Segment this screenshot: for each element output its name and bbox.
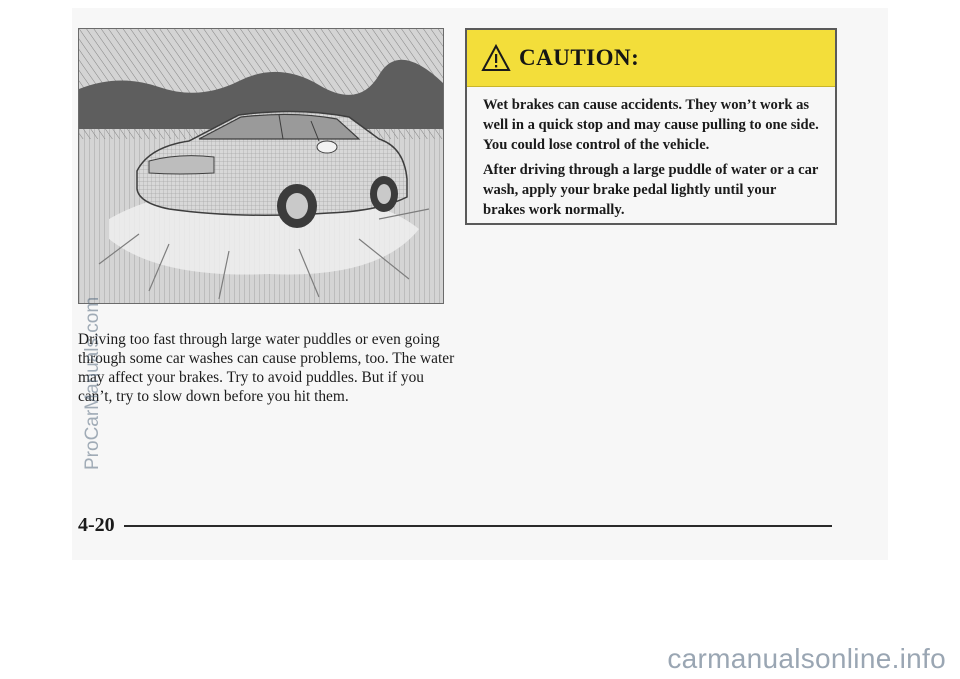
car-splashing-puddle-illustration (78, 28, 444, 304)
caution-header (467, 30, 835, 87)
caution-title: CAUTION: (519, 45, 640, 70)
footer-rule (124, 525, 832, 527)
page-number: 4-20 (78, 514, 115, 536)
car-illustration-svg (79, 29, 443, 303)
puddle-warning-text: Driving too fast through large water puddles or even going through some car washes can cause problems, too. The water may affect your brakes. Try to avoid puddles. But if you can’t, try to slow down before you hit them. (78, 331, 455, 405)
caution-paragraph-1: Wet brakes can cause accidents. They won’t work as well in a quick stop and may cause pulling to one side. You could lose control of the vehicle. (483, 97, 819, 153)
caution-paragraph-2: After driving through a large puddle of water or a car wash, apply your brake pedal lightly until your brakes work normally. (483, 162, 819, 218)
side-watermark: ProCarManuals.com (82, 296, 103, 470)
caution-body (467, 87, 835, 220)
site-watermark: carmanualsonline.info (667, 643, 946, 674)
body-paragraph (78, 330, 458, 406)
caution-box (465, 28, 837, 225)
warning-triangle-icon (481, 44, 511, 72)
